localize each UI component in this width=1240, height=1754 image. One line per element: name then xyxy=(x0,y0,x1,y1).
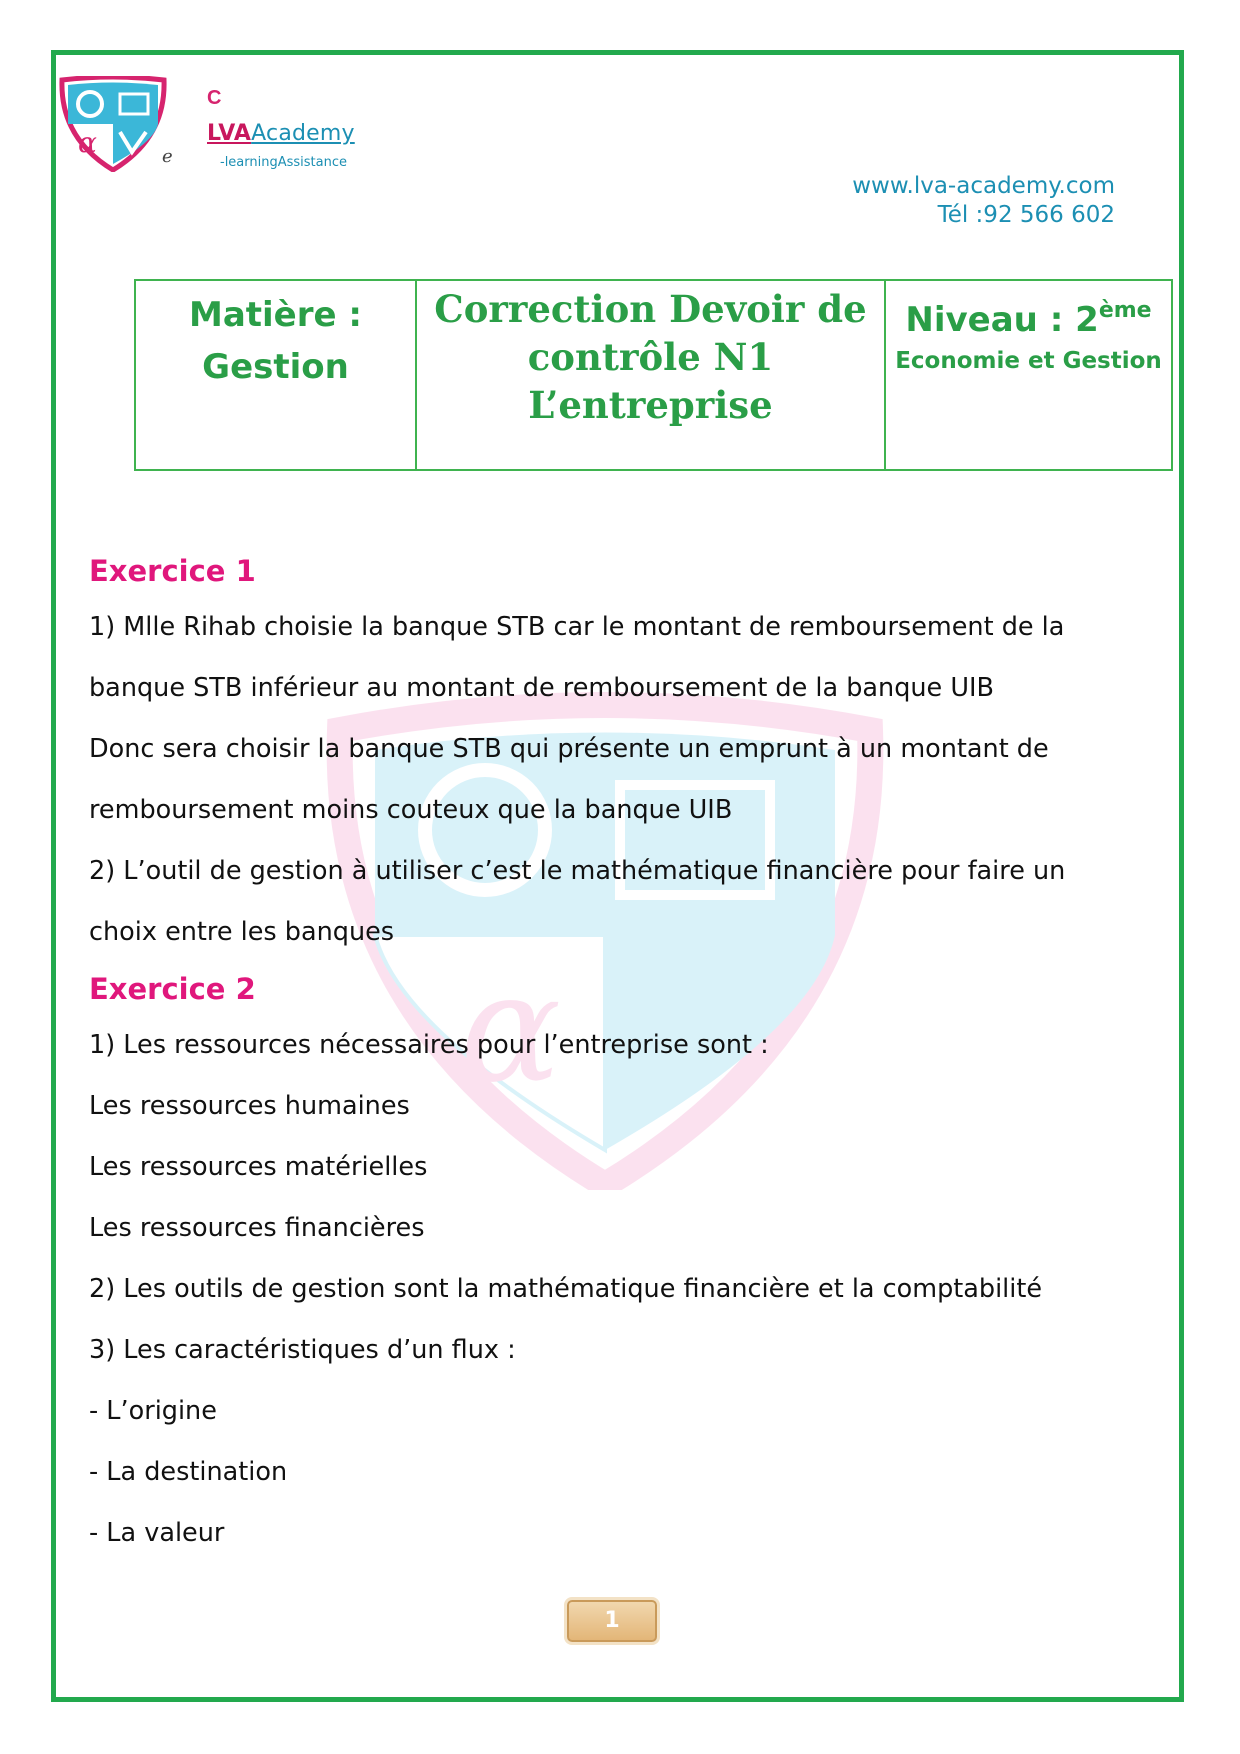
document-title-cell xyxy=(416,280,885,470)
exercise-2-line: 3) Les caractéristiques d’un flux : xyxy=(89,1335,516,1365)
exercise-2-title: Exercice 2 xyxy=(89,972,256,1006)
header-table xyxy=(134,279,1173,471)
website-link[interactable]: www.lva-academy.com xyxy=(852,173,1115,199)
exercise-1-line: choix entre les banques xyxy=(89,917,395,947)
svg-text:α: α xyxy=(78,126,97,159)
brand-c-letter: C xyxy=(207,87,222,109)
subject-label: Matière : xyxy=(188,295,362,335)
phone-number: Tél :92 566 602 xyxy=(937,202,1115,228)
page-number-badge: 1 xyxy=(567,1600,657,1642)
brand-name xyxy=(207,121,355,146)
exercise-2-line: Les ressources financières xyxy=(89,1213,425,1243)
document-content xyxy=(89,545,1129,1564)
brand-tagline: -learningAssistance xyxy=(220,155,347,170)
document-title-line1: Correction Devoir de xyxy=(434,287,867,331)
exercise-1-line: 1) Mlle Rihab choisie la banque STB car le montant de remboursement de la xyxy=(89,612,1065,642)
exercise-2-line: 2) Les outils de gestion sont la mathématique financière et la comptabilité xyxy=(89,1274,1043,1304)
exercise-1-line: remboursement moins couteux que la banque UIB xyxy=(89,795,733,825)
level-cell xyxy=(885,280,1172,470)
exercise-2-line: - La valeur xyxy=(89,1518,225,1548)
exercise-1-line: 2) L’outil de gestion à utiliser c’est le mathématique financière pour faire un xyxy=(89,856,1066,886)
exercise-2-line: - La destination xyxy=(89,1457,288,1487)
level-section: Economie et Gestion xyxy=(895,348,1162,374)
logo-e-letter: e xyxy=(162,146,173,167)
contact-block xyxy=(852,172,1115,230)
level-text: Niveau : 2 xyxy=(905,300,1099,340)
exercise-1-line: Donc sera choisir la banque STB qui présente un emprunt à un montant de xyxy=(89,734,1049,764)
exercise-1-line: banque STB inférieur au montant de remboursement de la banque UIB xyxy=(89,673,995,703)
exercise-2-line: Les ressources matérielles xyxy=(89,1152,428,1182)
subject-cell xyxy=(135,280,416,470)
lva-academy-logo xyxy=(58,76,168,172)
brand-academy: Academy xyxy=(251,121,355,146)
level-superscript: ème xyxy=(1098,298,1152,323)
subject-value: Gestion xyxy=(202,347,349,387)
svg-text:α: α xyxy=(460,942,562,1116)
exercise-2-line: 1) Les ressources nécessaires pour l’entreprise sont : xyxy=(89,1030,769,1060)
brand-lva: LVA xyxy=(207,121,252,146)
document-title-line2: contrôle N1 xyxy=(527,335,774,379)
exercise-1-title: Exercice 1 xyxy=(89,554,256,588)
exercise-2-line: Les ressources humaines xyxy=(89,1091,410,1121)
exercise-2-line: - L’origine xyxy=(89,1396,217,1426)
level-label xyxy=(886,291,1171,340)
document-title-line3: L’entreprise xyxy=(528,383,773,427)
